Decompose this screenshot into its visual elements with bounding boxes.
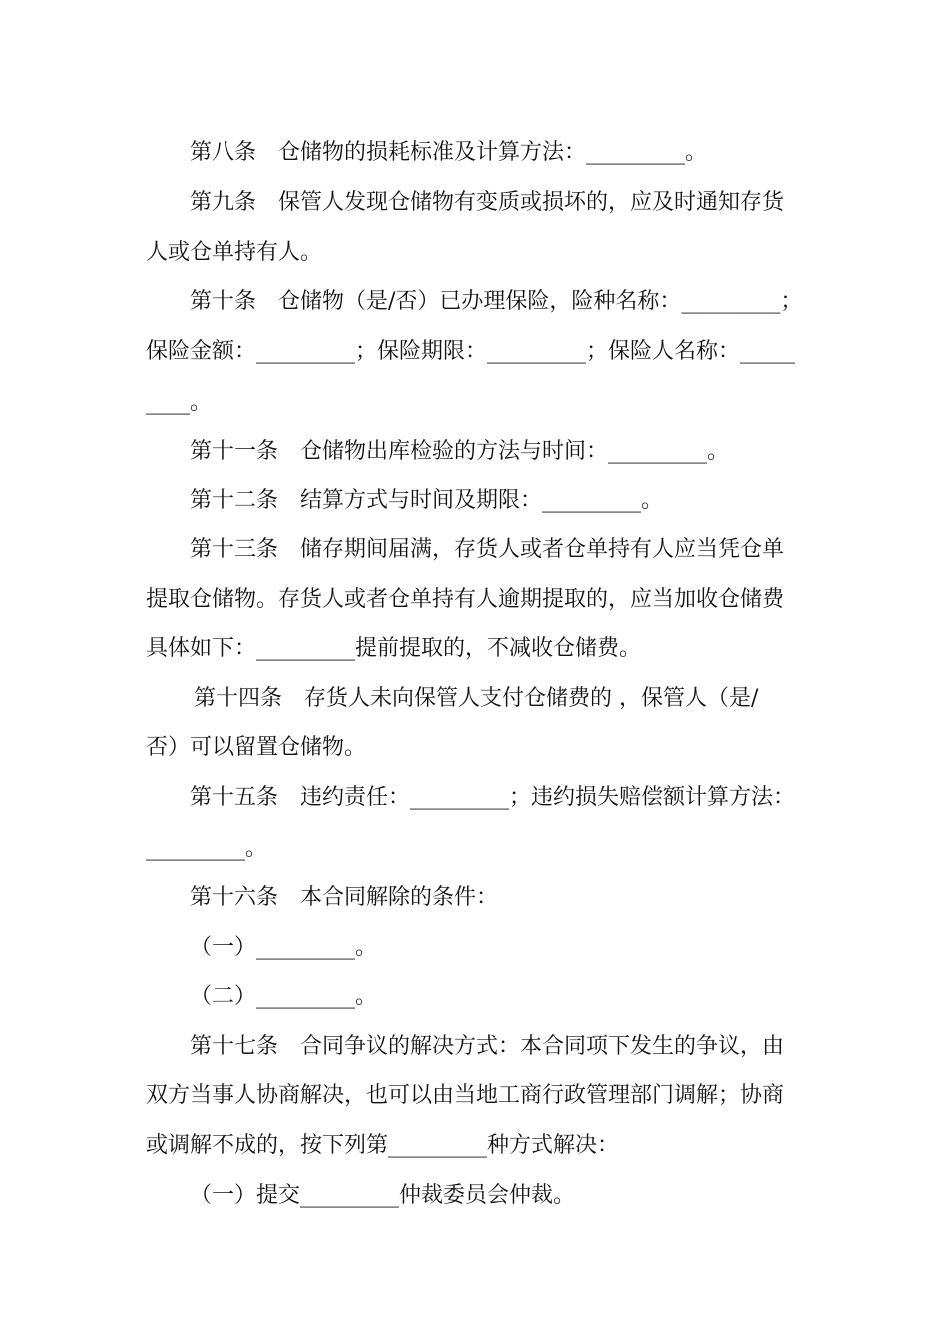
article-9-line-1: 第九条 保管人发现仓储物有变质或损坏的，应及时通知存货 <box>190 190 785 215</box>
article-17-item-1: （一）提交_________仲裁委员会仲裁。 <box>190 1183 576 1208</box>
article-16-item-2: （二）_________。 <box>190 984 378 1009</box>
article-17-line-1: 第十七条 合同争议的解决方式：本合同项下发生的争议，由 <box>190 1034 785 1059</box>
article-10-line-2: 保险金额：_________；保险期限：_________；保险人名称：_____ <box>146 339 796 364</box>
article-16: 第十六条 本合同解除的条件： <box>190 885 499 910</box>
article-8: 第八条 仓储物的损耗标准及计算方法：_________。 <box>190 140 708 165</box>
article-13-line-1: 第十三条 储存期间届满，存货人或者仓单持有人应当凭仓单 <box>190 537 785 562</box>
article-17-line-2: 双方当事人协商解决，也可以由当地工商行政管理部门调解；协商 <box>146 1083 785 1108</box>
article-15-line-1: 第十五条 违约责任：_________；违约损失赔偿额计算方法： <box>190 785 796 810</box>
article-10-line-3: ____。 <box>146 390 213 415</box>
article-14-line-1: 第十四条 存货人未向保管人支付仓储费的 ，保管人（是/ <box>194 686 759 711</box>
article-15-line-2: _________。 <box>146 836 268 861</box>
article-11: 第十一条 仓储物出库检验的方法与时间：_________。 <box>190 439 730 464</box>
article-13-line-3: 具体如下：_________提前提取的，不减收仓储费。 <box>146 636 642 661</box>
article-9-line-2: 人或仓单持有人。 <box>146 240 323 265</box>
article-12: 第十二条 结算方式与时间及期限：_________。 <box>190 488 664 513</box>
article-17-line-3: 或调解不成的，按下列第_________种方式解决： <box>146 1133 620 1158</box>
article-13-line-2: 提取仓储物。存货人或者仓单持有人逾期提取的，应当加收仓储费 <box>146 587 785 612</box>
article-16-item-1: （一）_________。 <box>190 935 378 960</box>
article-10-line-1: 第十条 仓储物（是/否）已办理保险，险种名称：_________； <box>190 289 803 314</box>
article-14-line-2: 否）可以留置仓储物。 <box>146 735 367 760</box>
